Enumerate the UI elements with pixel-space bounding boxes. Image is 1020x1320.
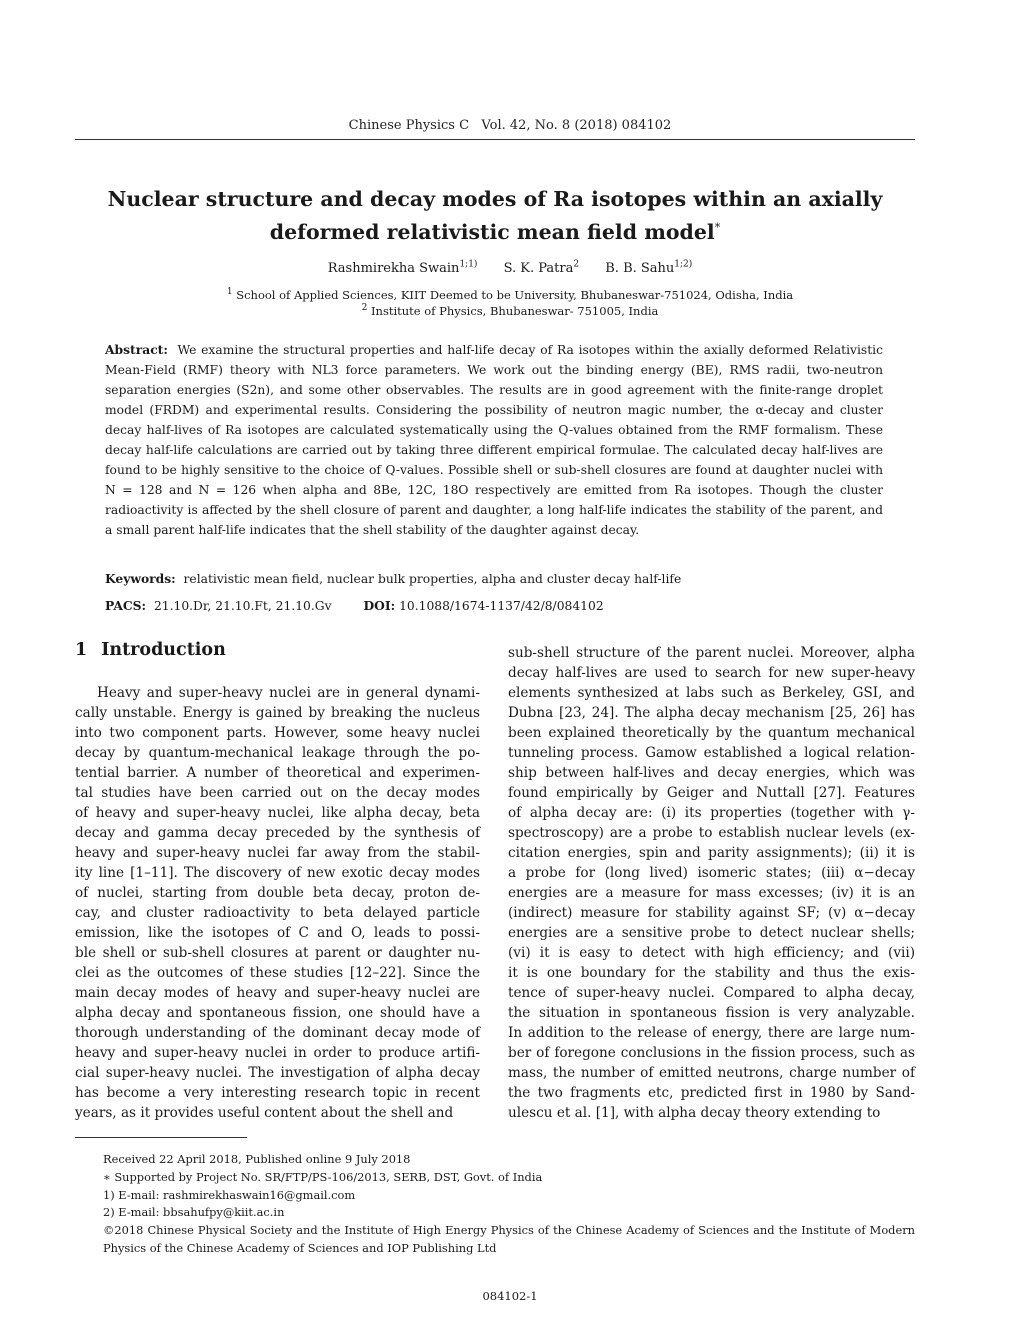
- body-text-line: decay by quantum-mechanical leakage through the po-: [75, 745, 480, 761]
- doi-label: DOI:: [363, 598, 396, 613]
- body-text-line: tal studies have been carried out on the decay modes: [75, 785, 480, 801]
- abstract-label: Abstract:: [105, 342, 168, 357]
- affiliation-text: School of Applied Sciences, KIIT Deemed to be University, Bhubaneswar-751024, Odisha, India: [236, 288, 794, 302]
- body-text-line: In addition to the release of energy, there are large num-: [508, 1025, 915, 1041]
- body-text-line: main decay modes of heavy and super-heavy nuclei are: [75, 985, 480, 1001]
- body-text-line: decay half-lives are used to search for new super-heavy: [508, 665, 915, 681]
- title-line-2: deformed relativistic mean field model: [269, 220, 715, 244]
- author-name: S. K. Patra: [503, 261, 574, 276]
- author-email-1[interactable]: 1) E-mail: rashmirekhaswain16@gmail.com: [103, 1187, 356, 1202]
- page-number: 084102-1: [482, 1289, 538, 1303]
- title-line-1: Nuclear structure and decay modes of Ra isotopes within an axially: [107, 187, 883, 211]
- pacs-codes: 21.10.Dr, 21.10.Ft, 21.10.Gv: [153, 599, 332, 613]
- affiliation: [0, 288, 1020, 302]
- header-rule: [75, 139, 915, 140]
- body-text-line: alpha decay and spontaneous fission, one should have a: [75, 1005, 480, 1021]
- pacs-label: PACS:: [105, 598, 147, 613]
- body-text-line: years, as it provides useful content about the shell and: [75, 1105, 454, 1121]
- body-text-line: a probe for (long lived) isomeric states; (iii) α−decay: [508, 865, 915, 881]
- footnote-rule: [75, 1137, 247, 1138]
- body-text-line: (indirect) measure for stability against SF; (v) α−decay: [508, 905, 915, 921]
- keywords-text: relativistic mean field, nuclear bulk properties, alpha and cluster decay half-life: [183, 572, 682, 586]
- body-text-line: of alpha decay are: (i) its properties (together with γ-: [508, 805, 915, 821]
- body-text-line: Heavy and super-heavy nuclei are in general dynami-: [97, 685, 480, 701]
- affiliation-mark: 2: [361, 303, 368, 314]
- body-text-line: ity line [1–11]. The discovery of new exotic decay modes: [75, 865, 480, 881]
- body-text-line: been explained theoretically by the quantum mechanical: [508, 725, 915, 741]
- author-list: [0, 261, 1020, 276]
- body-text-line: of nuclei, starting from double beta decay, proton de-: [75, 885, 480, 901]
- journal-header: [0, 118, 1020, 133]
- section-title: Introduction: [101, 640, 226, 660]
- paper-title: [75, 183, 915, 249]
- body-text-line: Dubna [23, 24]. The alpha decay mechanism [25, 26] has: [508, 705, 915, 721]
- section-heading: [75, 640, 226, 660]
- doi-link[interactable]: 10.1088/1674-1137/42/8/084102: [399, 599, 604, 613]
- body-text-line: tential barrier. A number of theoretical and experimen-: [75, 765, 480, 781]
- title-footnote-star: *: [714, 221, 721, 235]
- author: [328, 261, 478, 276]
- body-text-line: citation energies, spin and parity assignments); (ii) it is: [508, 845, 915, 861]
- body-text-line: tunneling process. Gamow established a logical relation-: [508, 745, 915, 761]
- body-text-line: cial super-heavy nuclei. The investigation of alpha decay: [75, 1065, 480, 1081]
- affiliation-text: Institute of Physics, Bhubaneswar- 751005, India: [371, 304, 659, 318]
- author: [605, 261, 692, 276]
- body-text-line: sub-shell structure of the parent nuclei. Moreover, alpha: [508, 645, 915, 661]
- body-text-line: decay and gamma decay preceded by the synthesis of: [75, 825, 480, 841]
- keywords-label: Keywords:: [105, 571, 176, 586]
- body-text-line: energies are a measure for mass excesses; (iv) it is an: [508, 885, 915, 901]
- body-text-line: of heavy and super-heavy nuclei, like alpha decay, beta: [75, 805, 480, 821]
- author: [504, 261, 580, 276]
- footnotes: [75, 1151, 915, 1258]
- copyright-note: ©2018 Chinese Physical Society and the Institute of High Energy Physics of the Chinese Academy of Sciences and the Institute of Modern Physics of the Chinese Academy of Sciences and IOP Publishing Ltd: [103, 1223, 915, 1255]
- author-name: Rashmirekha Swain: [327, 261, 460, 276]
- body-text-line: the two fragments etc, predicted first in 1980 by Sand-: [508, 1085, 915, 1101]
- abstract: [105, 340, 883, 540]
- body-column-right: [508, 643, 915, 1123]
- body-text-line: cay, and cluster radioactivity to beta delayed particle: [75, 905, 480, 921]
- author-email-2[interactable]: 2) E-mail: bbsahufpy@kiit.ac.in: [103, 1205, 285, 1220]
- journal-line: Chinese Physics C Vol. 42, No. 8 (2018) 084102: [348, 118, 672, 133]
- author-name: B. B. Sahu: [605, 261, 675, 276]
- body-text-line: into two component parts. However, some heavy nuclei: [75, 725, 480, 741]
- body-column-left: [75, 683, 480, 1123]
- body-text-line: elements synthesized at labs such as Berkeley, GSI, and: [508, 685, 915, 701]
- author-affiliation-mark: 2: [573, 259, 580, 270]
- section-number: 1: [75, 640, 88, 660]
- body-text-line: heavy and super-heavy nuclei in order to produce artifi-: [75, 1045, 480, 1061]
- author-affiliation-mark: 1;2): [674, 259, 693, 270]
- pacs-doi-line: [105, 598, 905, 613]
- body-text-line: has become a very interesting research topic in recent: [75, 1085, 480, 1101]
- funding-note: ∗ Supported by Project No. SR/FTP/PS-106/2013, SERB, DST, Govt. of India: [103, 1169, 543, 1184]
- body-text-line: heavy and super-heavy nuclei far away from the stabil-: [75, 845, 480, 861]
- keywords: [105, 571, 905, 586]
- abstract-text: We examine the structural properties and half-life decay of Ra isotopes within the axially deformed Relativistic Mean-Field (RMF) theory with NL3 force parameters. We work out the binding energy (BE), RMS radii, two-neutron separation energies (S2n), and some other observables. The results are in good agreement with the finite-range droplet model (FRDM) and experimental results. Considering the possibility of neutron magic number, the α-decay and cluster decay half-lives of Ra isotopes are calculated systematically using the Q-values obtained from the RMF formalism. These decay half-life calculations are carried out by taking three different empirical formulae. The calculated decay half-lives are found to be highly sensitive to the choice of Q-values. Possible shell or sub-shell closures are found at daughter nuclei with N = 128 and N = 126 when alpha and 8Be, 12C, 18O respectively are emitted from Ra isotopes. Though the cluster radioactivity is affected by the shell closure of parent and daughter, a long half-life indicates the stability of the parent, and a small parent half-life indicates that the shell stability of the daughter against decay.: [105, 343, 883, 537]
- body-text-line: emission, like the isotopes of C and O, leads to possi-: [75, 925, 480, 941]
- body-text-line: tence of super-heavy nuclei. Compared to alpha decay,: [508, 985, 915, 1001]
- body-text-line: ship between half-lives and decay energies, which was: [508, 765, 915, 781]
- body-text-line: energies are a sensitive probe to detect nuclear shells;: [508, 925, 915, 941]
- affiliation-mark: 1: [226, 287, 233, 298]
- body-text-line: mass, the number of emitted neutrons, charge number of: [508, 1065, 915, 1081]
- body-text-line: (vi) it is easy to detect with high efficiency; and (vii): [508, 945, 915, 961]
- body-text-line: the situation in spontaneous fission is very analyzable.: [508, 1005, 915, 1021]
- body-text-line: spectroscopy) are a probe to establish nuclear levels (ex-: [508, 825, 915, 841]
- received-date: Received 22 April 2018, Published online 9 July 2018: [103, 1152, 411, 1166]
- affiliation: [0, 304, 1020, 318]
- body-text-line: thorough understanding of the dominant decay mode of: [75, 1025, 480, 1041]
- body-text-line: ber of foregone conclusions in the fission process, such as: [508, 1045, 915, 1061]
- body-text-line: it is one boundary for the stability and thus the exis-: [508, 965, 915, 981]
- body-text-line: ble shell or sub-shell closures at parent or daughter nu-: [75, 945, 480, 961]
- body-text-line: ulescu et al. [1], with alpha decay theory extending to: [508, 1105, 881, 1121]
- author-affiliation-mark: 1;1): [459, 259, 478, 270]
- body-text-line: found empirically by Geiger and Nuttall [27]. Features: [508, 785, 915, 801]
- body-text-line: cally unstable. Energy is gained by breaking the nucleus: [75, 705, 480, 721]
- body-text-line: clei as the outcomes of these studies [12–22]. Since the: [75, 965, 480, 981]
